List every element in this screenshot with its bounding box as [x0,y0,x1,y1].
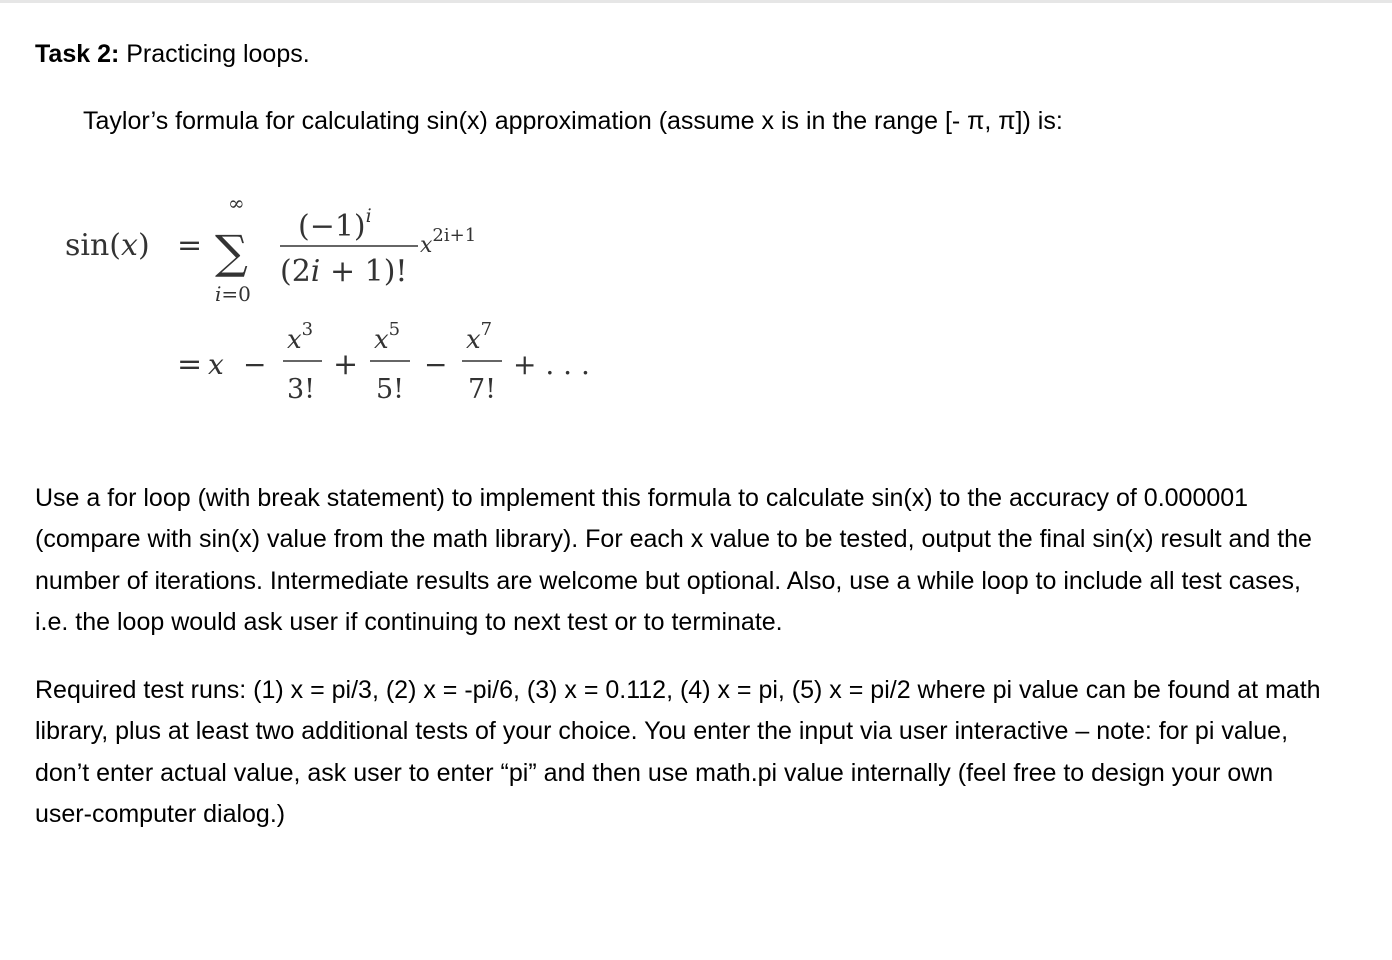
term2-denominator: 5! [376,374,405,405]
sum-lower-limit: i=0 [215,282,251,306]
row2-x: x [208,348,224,381]
fraction-denominator: (2i + 1)! [280,254,408,289]
power-term: $x^{2i+1}$ [420,225,477,258]
row2-equals: = [177,347,203,382]
page-top-rule [0,0,1392,3]
term3-denominator: 7! [468,374,497,405]
row2-plus-1: + [333,347,359,382]
intro-text: Taylor’s formula for calculating sin(x) approximation (assume x is in the range [- π, π]) is: [83,107,1063,135]
fraction-numerator: $(-1)^i$ [298,205,372,244]
task-label: Task 2: [35,40,120,68]
term1-denominator: 3! [287,374,316,405]
term3-numerator: $x^7$ [466,319,493,355]
term2-numerator: $x^5$ [374,319,401,355]
series-tail: + . . . [513,348,590,381]
task-heading [35,38,310,70]
formula-equals: = [177,228,203,263]
sum-upper-limit: ∞ [228,191,245,215]
sum-symbol: ∑ [215,225,248,279]
taylor-formula [50,180,630,420]
instructions-paragraph: Use a for loop (with break statement) to implement this formula to calculate sin(x) to the accuracy of 0.000001 (compare with sin(x) value from the math library). For each x value to be tested, output the final sin(x) result and the number of iterations. Intermediate results are welcome but optional. Also, use a while loop to include all test cases, i.e. the loop would ask user if continuing to next test or to terminate. [35,484,1312,636]
row2-minus-2: − [424,348,448,381]
row2-minus-1: − [243,348,267,381]
formula-lhs: sin(x) [65,228,150,263]
term1-numerator: $x^3$ [287,319,314,355]
test-runs-paragraph: Required test runs: (1) x = pi/3, (2) x = -pi/6, (3) x = 0.112, (4) x = pi, (5) x = pi/2 where pi value can be found at math library, plus at least two additional tests of your choice. You enter the input via user interactive – note: for pi value, don’t enter actual value, ask user to enter “pi” and then use math.pi value internally (feel free to design your own user-computer dialog.) [35,676,1321,828]
task-title: Practicing loops. [119,40,310,68]
